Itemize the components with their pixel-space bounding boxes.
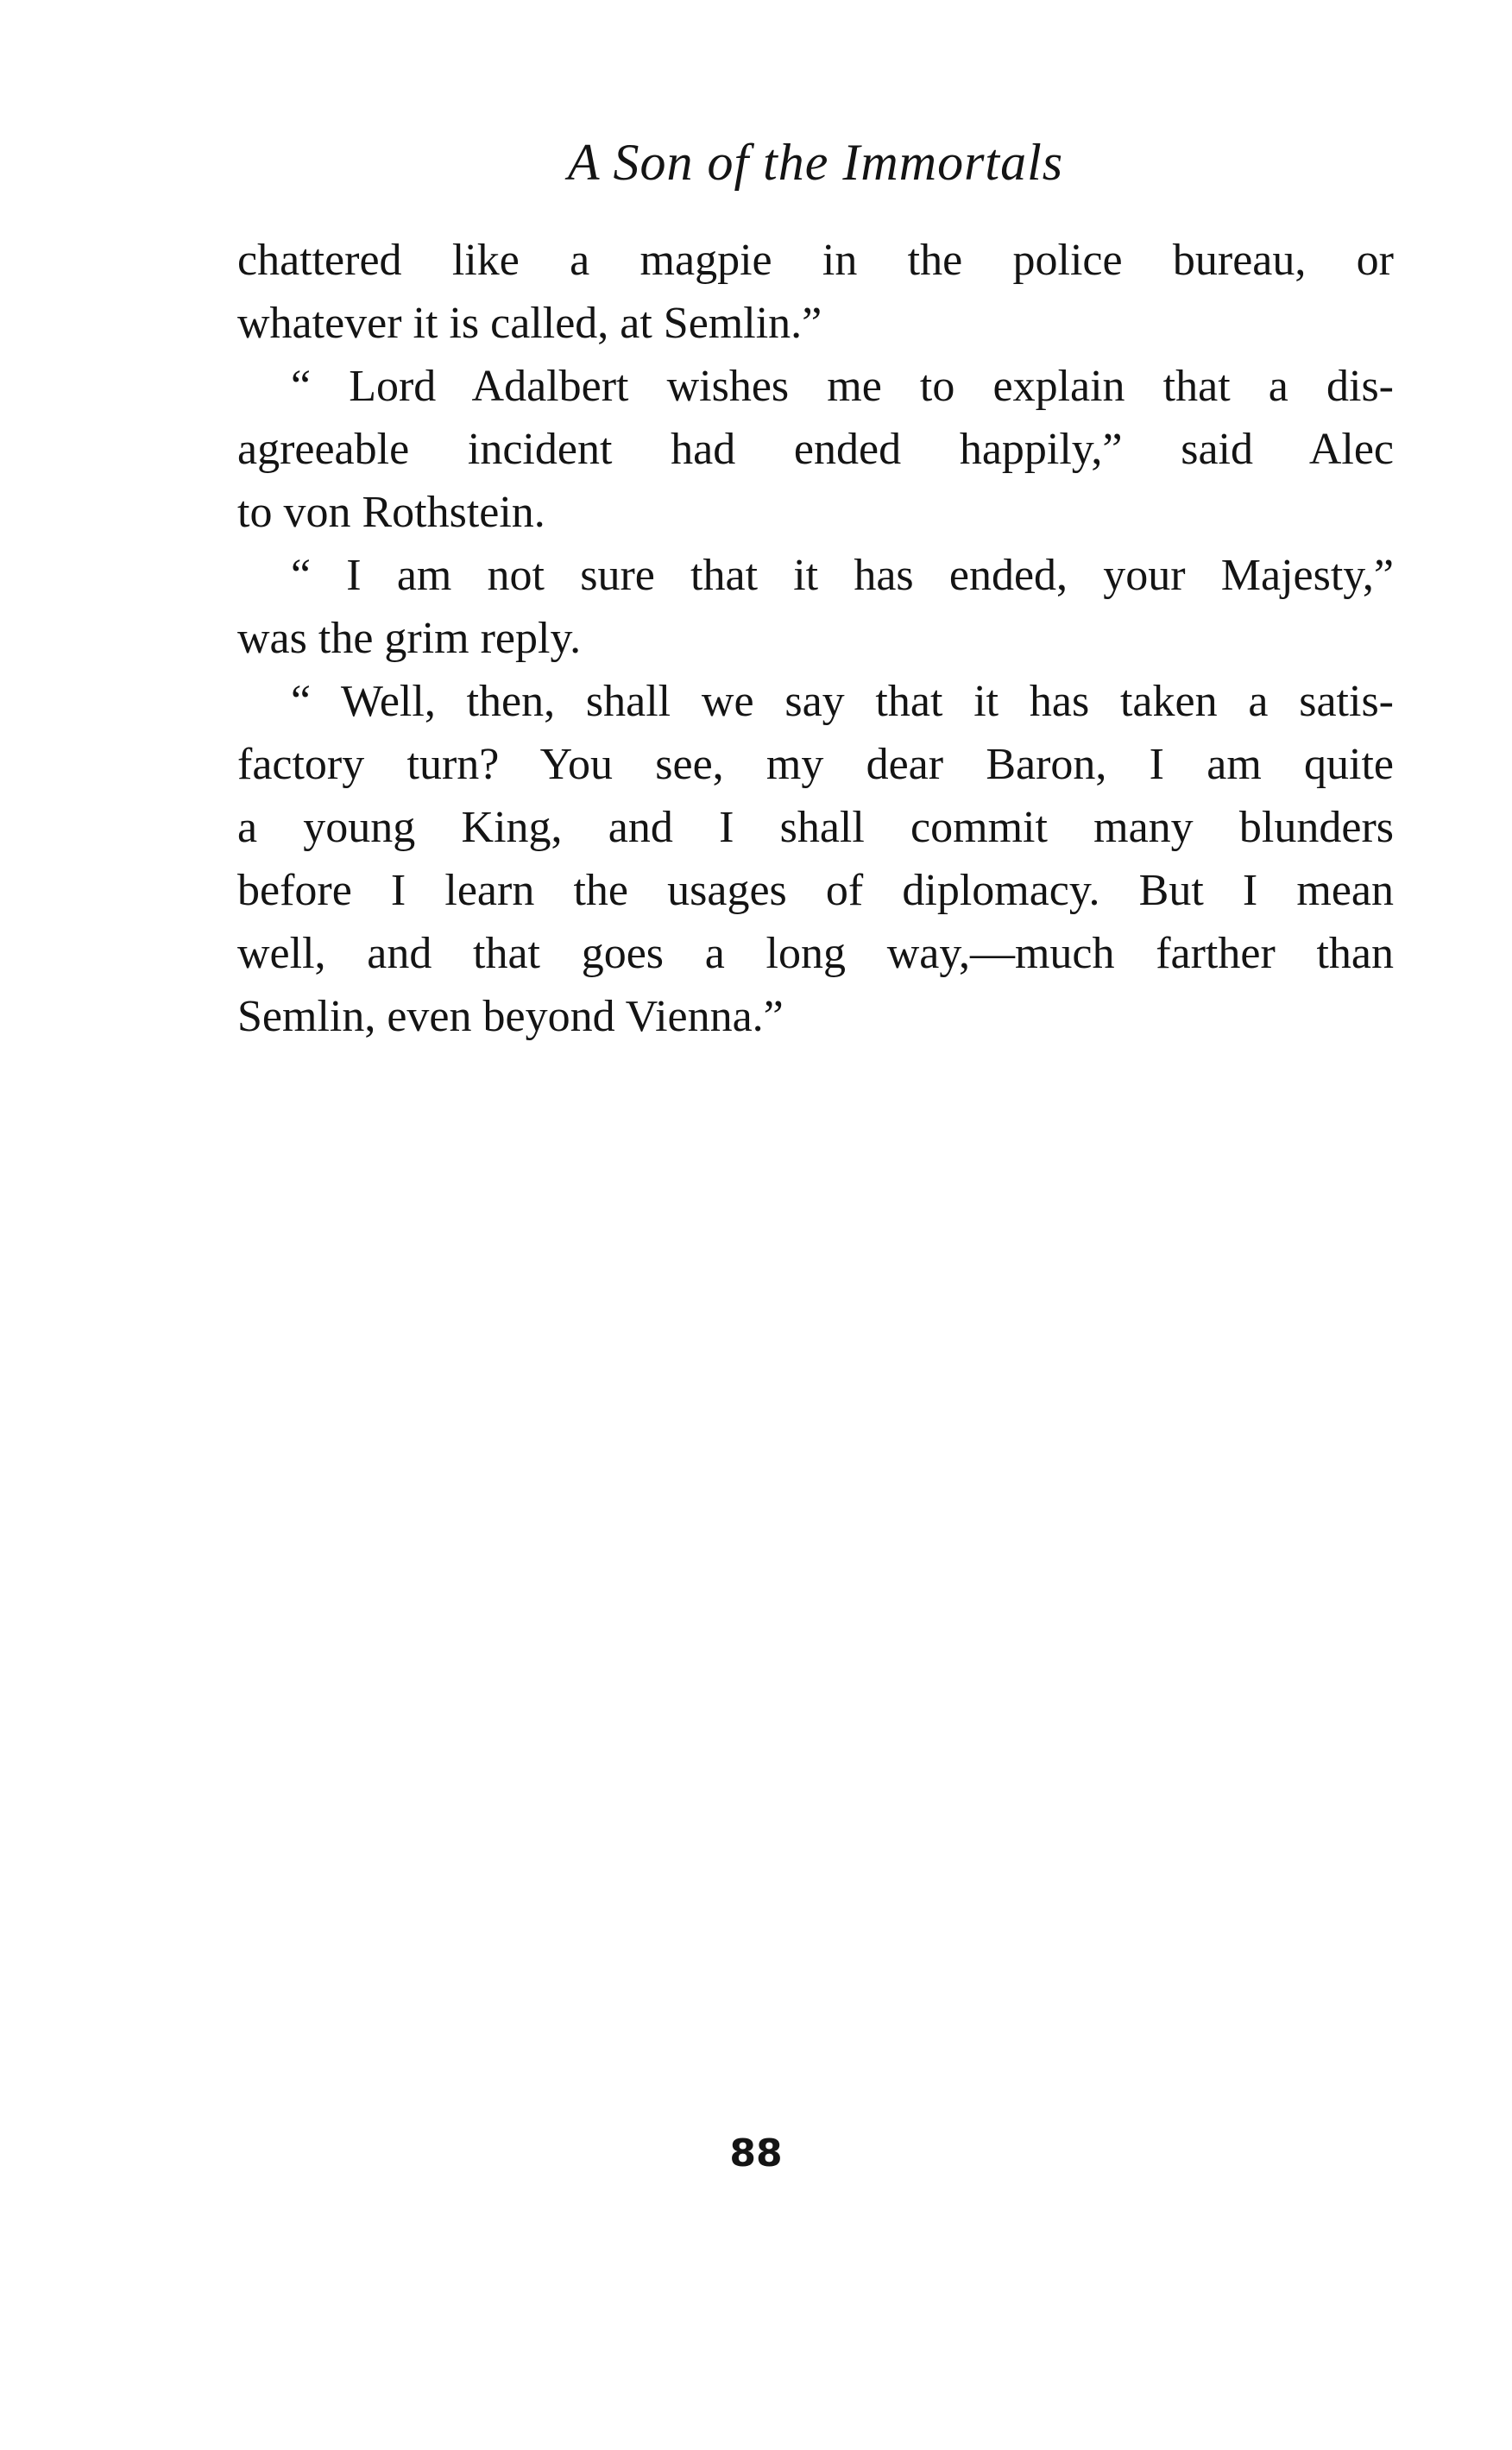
text-line: Semlin, even beyond Vienna.” xyxy=(237,992,784,1041)
body-text xyxy=(237,229,1394,1048)
text-line: before I learn the usages of diplomacy. But I mean xyxy=(237,866,1394,915)
text-line: to von Rothstein. xyxy=(237,488,545,537)
text-line: “ I am not sure that it has ended, your Majesty,” xyxy=(291,551,1394,600)
text-line: a young King, and I shall commit many blunders xyxy=(237,803,1394,852)
text-line: chattered like a magpie in the police bureau, or xyxy=(237,236,1394,285)
text-line: well, and that goes a long way,—much farther than xyxy=(237,929,1394,978)
text-line: “ Lord Adalbert wishes me to explain that a dis- xyxy=(291,362,1394,411)
text-line: factory turn? You see, my dear Baron, I am quite xyxy=(237,740,1394,789)
text-line: whatever it is called, at Semlin.” xyxy=(237,299,822,348)
page-number: 88 xyxy=(729,2131,783,2175)
text-line: was the grim reply. xyxy=(237,614,582,663)
running-title: A Son of the Immortals xyxy=(567,134,1064,191)
text-line: “ Well, then, shall we say that it has taken a satis- xyxy=(291,677,1394,726)
text-line: agreeable incident had ended happily,” said Alec xyxy=(237,425,1394,474)
